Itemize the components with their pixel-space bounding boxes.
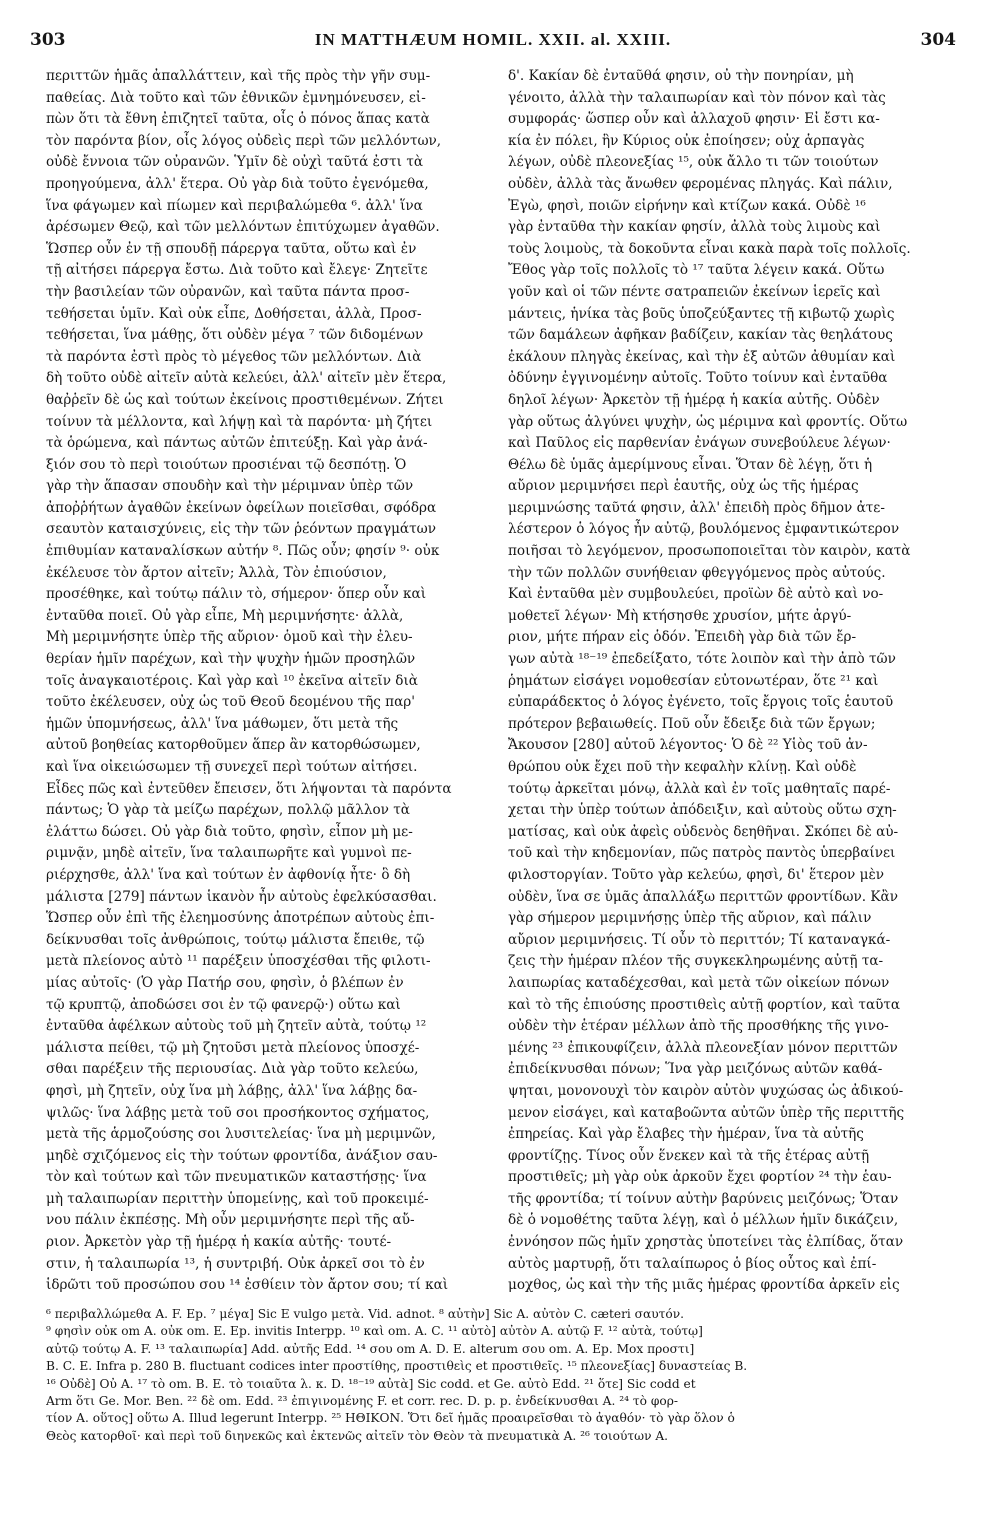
text-line: τοῖς ἀναγκαιοτέροις. Καὶ γὰρ καὶ ¹⁰ ἐκεῖνα αἰτεῖν διὰ xyxy=(46,672,418,689)
text-line: μενον εἰσάγει, καὶ καταβοῶντα αὐτῶν ὑπὲρ τῆς περιττῆς xyxy=(508,1104,905,1121)
text-line: τὴν βασιλείαν τῶν οὐρανῶν, καὶ ταῦτα πάντα προσ- xyxy=(46,283,410,300)
text-line: τῶν δαμάλεων ἀφῆκαν βαδίζειν, κακίαν τὰς θεηλάτους xyxy=(508,327,893,344)
text-line: λέγων, οὐδὲ πλεονεξίας ¹⁵, οὐκ ἄλλο τι τῶν τοιούτων xyxy=(508,154,879,171)
text-line: μηδὲ σχιζόμενος εἰς τὴν τούτων φροντίδα, ἀνάξιον σαυ- xyxy=(46,1147,438,1164)
text-line: ζεις τὴν ἡμέραν πλέον τῆς συγκεκληρωμένης αὐτῇ τα- xyxy=(508,953,884,970)
text-line: Μὴ μεριμνήσητε ὑπὲρ τῆς αὔριον· ὁμοῦ καὶ τὴν ἐλευ- xyxy=(46,629,413,646)
text-line: μετὰ πλείονος αὐτὸ ¹¹ παρέξειν ὑποσχέσθαι τῆς φιλοτι- xyxy=(46,953,431,970)
text-line: Ὥσπερ οὖν ἐπὶ τῆς ἐλεημοσύνης ἀποτρέπων αὐτοὺς ἐπι- xyxy=(46,910,435,927)
text-line: ξιόν σου τὸ περὶ τοιούτων προσιέναι τῷ δεσπότῃ. Ὁ xyxy=(46,456,407,473)
text-line: τεθήσεται, ἵνα μάθῃς, ὅτι οὐδὲν μέγα ⁷ τῶν διδομένων xyxy=(46,327,424,344)
text-line: μάλιστα πείθει, τῷ μὴ ζητοῦσι μετὰ πλείονος ὑποσχέ- xyxy=(46,1039,420,1056)
text-line: φροντίζῃς. Τίνος οὖν ἕνεκεν καὶ τὰ τῆς ἑτέρας αὐτῇ xyxy=(508,1147,870,1164)
text-line: ἐλάττω δώσει. Οὐ γὰρ διὰ τοῦτο, φησὶν, εἶπον μὴ με- xyxy=(46,823,413,840)
text-line: τὸν καὶ τούτων καὶ τῶν πνευματικῶν καταστήσῃς· ἵνα xyxy=(46,1169,427,1186)
text-line: τὰ παρόντα ἐστὶ πρὸς τὸ μέγεθος τῶν μελλόντων. Διὰ xyxy=(46,348,422,365)
text-line: Καὶ ἐνταῦθα μὲν συμβουλεύει, προϊὼν δὲ αὐτὸ καὶ νο- xyxy=(508,586,884,603)
text-line: Ἄκουσον [280] αὐτοῦ λέγοντος· Ὁ δὲ ²² Υἱὸς τοῦ ἀν- xyxy=(508,737,868,754)
text-line: δὴ τοῦτο οὐδὲ αἰτεῖν αὐτὰ κελεύει, ἀλλ' αἰτεῖν μὲν ἕτερα, xyxy=(46,370,447,387)
text-line: ριον. Ἀρκετὸν γὰρ τῇ ἡμέρᾳ ἡ κακία αὐτῆς· τουτέ- xyxy=(46,1234,392,1251)
text-line: μίας αὐτοῖς· (Ὁ γὰρ Πατήρ σου, φησὶν, ὁ βλέπων ἐν xyxy=(46,974,404,991)
footnote-line: τίον A. οὕτος] οὕτω A. Illud legerunt Interpp. ²⁵ ΗΘΙΚΟΝ. Ὅτι δεῖ ἡμᾶς προαιρεῖσθαι τὸ ἀγαθόν· τὸ γὰρ ὅλον ὁ xyxy=(46,1411,735,1426)
text-line: μάλιστα [279] πάντων ἱκανὸν ἦν αὐτοὺς ἐφελκύσασθαι. xyxy=(46,888,437,905)
text-line: θερίαν ἡμῖν παρέχων, καὶ τὴν ψυχὴν ἡμῶν προσηλῶν xyxy=(46,651,416,668)
text-line: γὰρ ἐνταῦθα τὴν κακίαν φησίν, ἀλλὰ τοὺς λιμοὺς καὶ xyxy=(508,219,881,236)
text-line: γων αὐτὰ ¹⁸⁻¹⁹ ἐπεδείξατο, τότε λοιπὸν καὶ τὴν ἀπὸ τῶν xyxy=(508,651,896,668)
text-line: ριέρχησθε, ἀλλ' ἵνα καὶ τούτων ἐν ἀφθονίᾳ ἦτε· ὃ δὴ xyxy=(46,866,411,883)
text-line: τῆς φροντίδα; τί τοίνυν αὐτὴν βαρύνεις μειζόνως; Ὅταν xyxy=(508,1190,899,1207)
text-line: τὸν παρόντα βίον, οἷς λόγος οὐδεὶς περὶ τῶν μελλόντων, xyxy=(46,132,442,149)
text-line: πρότερον βεβαιωθείς. Ποῦ οὖν ἔδειξε διὰ τῶν ἔργων; xyxy=(508,715,876,732)
text-line: οὐδὲ ἔννοια τῶν οὐρανῶν. Ὑμῖν δὲ οὐχὶ ταῦτά ἐστι τὰ xyxy=(46,154,424,171)
page-number-right: 304 xyxy=(920,30,956,50)
text-line: φιλοστοργίαν. Τοῦτο γὰρ κελεύω, φησὶ, δι' ἕτερον μὲν xyxy=(508,866,885,883)
text-line: θαῤῥεῖν δὲ ὡς καὶ τούτων ἐκείνοις προστιθεμένων. Ζήτει xyxy=(46,391,444,408)
text-line: ριμνᾷν, μηδὲ αἰτεῖν, ἵνα ταλαιπωρῆτε καὶ γυμνοὶ πε- xyxy=(46,845,412,862)
left-text-column xyxy=(46,66,476,1292)
text-line: αὔριον μεριμνήσεις. Τί οὖν τὸ περιττόν; Τί καταναγκά- xyxy=(508,931,891,948)
text-line: λέστερον ὁ λόγος ἦν αὐτῷ, βουλόμενος ἐμφαντικώτερον xyxy=(508,521,900,538)
text-line: μεριμνώσης ταῦτά φησιν, ἀλλ' ἐπειδὴ πρὸς δῆμον ἀτε- xyxy=(508,499,885,516)
text-line: ψηται, μονονουχὶ τὸν καιρὸν αὐτὸν ψυχώσας ὡς ἀδικού- xyxy=(508,1082,904,1099)
text-line: Ὥσπερ οὖν ἐν τῇ σπουδῇ πάρεργα ταῦτα, οὕτω καὶ ἐν xyxy=(46,240,417,257)
text-line: παθείας. Διὰ τοῦτο καὶ τῶν ἐθνικῶν ἐμνημόνευσεν, εἰ- xyxy=(46,89,426,106)
text-line: ἐννόησον πῶς ἡμῖν χρηστὰς ὑποτείνει τὰς ἐλπίδας, ὅταν xyxy=(508,1234,904,1251)
text-line: καὶ Παῦλος εἰς παρθενίαν ἐνάγων συνεβούλευε λέγων· xyxy=(508,435,891,452)
text-line: ἐνταῦθα ἀφέλκων αὐτοὺς τοῦ μὴ ζητεῖν αὐτὰ, τούτῳ ¹² xyxy=(46,1018,427,1035)
text-line: τούτῳ ἀρκεῖται μόνῳ, ἀλλὰ καὶ ἐν τοῖς μαθηταῖς παρέ- xyxy=(508,780,891,797)
text-line: τοὺς λοιμοὺς, τὰ δοκοῦντα εἶναι κακὰ παρὰ τοῖς πολλοῖς. xyxy=(508,240,911,257)
text-line: Ἔθος γὰρ τοῖς πολλοῖς τὸ ¹⁷ ταῦτα λέγειν κακά. Οὕτω xyxy=(508,262,885,279)
text-line: χεται τὴν ὑπὲρ τούτων ἀπόδειξιν, καὶ αὐτοὺς οὕτω σχη- xyxy=(508,802,897,819)
text-line: πὼν ὅτι τὰ ἔθνη ἐπιζητεῖ ταῦτα, οἷς ὁ πόνος ἅπας κατὰ xyxy=(46,111,430,128)
footnote-line: αὐτῷ τούτῳ A. F. ¹³ ταλαιπωρία] Add. αὐτῆς Edd. ¹⁴ σου om A. D. E. alterum σου om. A. Ep. Mox προστι] xyxy=(46,1341,695,1356)
footnotes xyxy=(46,1306,956,1445)
text-line: αὐτὸς μαρτυρῇ, ὅτι ταλαίπωρος ὁ βίος οὗτος καὶ ἐπί- xyxy=(508,1255,877,1272)
running-title: IN MATTHÆUM HOMIL. XXII. al. XXIII. xyxy=(314,30,672,49)
text-line: Εἶδες πῶς καὶ ἐντεῦθεν ἔπεισεν, ὅτι λήψονται τὰ παρόντα xyxy=(46,780,452,797)
text-line: ἐπιθυμίαν καταναλίσκων αὐτήν ⁸. Πῶς οὖν; φησίν ⁹· οὐκ xyxy=(46,543,440,560)
footnote-line: Θεὸς κατορθοῖ· καὶ περὶ τοῦ διηνεκῶς καὶ ἐκτενῶς αἰτεῖν τὸν Θεὸν τὰ πνευματικὰ A. ²⁶ τοιούτων A. xyxy=(46,1428,669,1443)
text-line: τὰ ὁρώμενα, καὶ πάντως αὐτῶν ἐπιτεύξῃ. Καὶ γὰρ ἀνά- xyxy=(46,435,428,452)
text-line: μοθετεῖ λέγων· Μὴ κτήσησθε χρυσίον, μήτε ἀργύ- xyxy=(508,607,852,624)
footnote-line: ⁶ περιβαλλώμεθα A. F. Ep. ⁷ μέγα] Sic E vulgo μετὰ. Vid. adnot. ⁸ αὐτὴν] Sic A. αὐτὸν C. cæteri σαυτόν. xyxy=(46,1307,684,1321)
text-line: μένης ²³ ἐπικουφίζειν, ἀλλὰ πλεονεξίαν μόνον περιττῶν xyxy=(508,1039,898,1056)
text-line: ἐκέλευσε τὸν ἄρτον αἰτεῖν; Ἀλλὰ, Τὸν ἐπιούσιον, xyxy=(46,564,387,581)
text-line: ἐκάλουν πληγὰς ἐκείνας, καὶ τὴν ἐξ αὐτῶν ἀθυμίαν καὶ xyxy=(508,348,896,365)
page-number-left: 303 xyxy=(30,30,66,50)
text-line: δ'. Κακίαν δὲ ἐνταῦθά φησιν, οὐ τὴν πονηρίαν, μὴ xyxy=(508,68,854,84)
text-line: περιττῶν ἡμᾶς ἀπαλλάττειν, καὶ τῆς πρὸς τὴν γῆν συμ- xyxy=(46,68,431,84)
text-line: εὐπαράδεκτος ὁ λόγος ἐγένετο, τοῖς ἔργοις τοῖς ἑαυτοῦ xyxy=(508,694,894,711)
text-line: ὀδύνην ἐγγινομένην αὐτοῖς. Τοῦτο τοίνυν καὶ ἐνταῦθα xyxy=(508,370,888,387)
text-line: τοίνυν τὰ μέλλοντα, καὶ λήψῃ καὶ τὰ παρόντα· μὴ ζήτει xyxy=(46,413,433,430)
text-line: ἐπιδείκνυσθαι πόνων; Ἵνα γὰρ μειζόνως αὐτῶν καθά- xyxy=(508,1061,883,1078)
text-line: ἀποῤῥήτων ἀγαθῶν ἐκείνων ὀφείλων ποιεῖσθαι, σφόδρα xyxy=(46,499,437,516)
text-line: ῥημάτων εἰσάγει νομοθεσίαν εὐτονωτέραν, ὅτε ²¹ καὶ xyxy=(508,672,879,689)
text-line: πάντως; Ὁ γὰρ τὰ μείζω παρέχων, πολλῷ μᾶλλον τὰ xyxy=(46,802,410,819)
text-line: γὰρ οὕτως ἀλγύνει ψυχὴν, ὡς μέριμνα καὶ φροντίς. Οὕτω xyxy=(508,413,908,430)
footnote-line: B. C. E. Infra p. 280 B. fluctuant codices inter προστίθης, προστιθεὶς et προστιθεῖς. ¹⁵ πλεονεξίας] δυναστείας B. xyxy=(46,1359,748,1374)
text-line: τὴν τῶν πολλῶν συνήθειαν φθεγγόμενος πρὸς αὐτούς. xyxy=(508,564,886,581)
text-line: μοχθος, ὡς καὶ τὴν τῆς μιᾶς ἡμέρας φροντίδα ἀρκεῖν εἰς xyxy=(508,1277,900,1292)
text-line: ἀρέσωμεν Θεῷ, καὶ τῶν μελλόντων ἐπιτύχωμεν ἀγαθῶν. xyxy=(46,219,440,236)
footnote-line: ⁹ φησὶν οὐκ om A. οὐκ om. E. Ep. invitis Interpp. ¹⁰ καὶ om. A. C. ¹¹ αὐτὸ] αὐτὸν A. αὐτῷ F. ¹² αὐτὰ, τούτῳ] xyxy=(46,1324,703,1339)
text-line: φησὶ, μὴ ζητεῖν, οὐχ ἵνα μὴ λάβῃς, ἀλλ' ἵνα λάβῃς δα- xyxy=(46,1082,418,1099)
text-line: μὴ ταλαιπωρίαν περιττὴν ὑπομείνῃς, καὶ τοῦ προκειμέ- xyxy=(46,1190,429,1207)
text-line: σεαυτὸν καταισχύνεις, εἰς τὴν τῶν ῥεόντων πραγμάτων xyxy=(46,521,436,538)
text-line: συμφοράς· ὥσπερ οὖν καὶ ἀλλαχοῦ φησιν· Εἰ ἔστι κα- xyxy=(508,111,880,128)
footnote-line: ¹⁶ Οὐδὲ] Οὐ A. ¹⁷ τὸ om. B. E. τὸ τοιαῦτα λ. κ. D. ¹⁸⁻¹⁹ αὐτὰ] Sic codd. et Ge. αὐτὸ Edd. ²¹ ὅτε] Sic codd et xyxy=(46,1376,696,1391)
text-line: κία ἐν πόλει, ἣν Κύριος οὐκ ἐποίησεν; οὐχ ἁρπαγὰς xyxy=(508,132,865,149)
running-header xyxy=(30,30,956,58)
text-line: ἱδρῶτι τοῦ προσώπου σου ¹⁴ ἐσθίειν τὸν ἄρτον σου; τί καὶ xyxy=(46,1277,449,1292)
text-line: δείκνυσθαι τοῖς ἀνθρώποις, τούτῳ μάλιστα ἔπειθε, τῷ xyxy=(46,931,425,948)
text-line: γένοιτο, ἀλλὰ τὴν ταλαιπωρίαν καὶ τὸν πόνον καὶ τὰς xyxy=(508,89,886,106)
text-line: Ἐγὼ, φησὶ, ποιῶν εἰρήνην καὶ κτίζων κακά. Οὐδὲ ¹⁶ xyxy=(508,197,866,214)
text-line: μάντεις, ἡνίκα τὰς βοῦς ὑποζεύξαντες τῇ κιβωτῷ χωρὶς xyxy=(508,305,895,322)
text-line: τεθήσεται ὑμῖν. Καὶ οὐκ εἶπε, Δοθήσεται, ἀλλὰ, Προσ- xyxy=(46,305,422,322)
text-line: γὰρ τὴν ἅπασαν σπουδὴν καὶ τὴν μέριμναν ὑπὲρ τῶν xyxy=(46,478,414,495)
text-line: αὔριον μεριμνήσει περὶ ἑαυτῆς, οὐχ ὡς τῆς ἡμέρας xyxy=(508,478,859,495)
text-line: ματίσας, καὶ οὐκ ἀφεὶς οὐδενὸς δεηθῆναι. Σκόπει δὲ αὐ- xyxy=(508,823,899,840)
text-line: νου πάλιν ἐκπέσῃς. Μὴ οὖν μεριμνήσητε περὶ τῆς αὔ- xyxy=(46,1212,415,1229)
text-line: καὶ ἵνα οἰκειώσωμεν τῇ συνεχεῖ περὶ τούτων αἰτήσει. xyxy=(46,759,418,775)
text-line: οὐδὲν τὴν ἑτέραν μέλλων ἀπὸ τῆς προσθήκης τῆς γινο- xyxy=(508,1018,889,1035)
right-text-column xyxy=(508,66,956,1292)
text-line: ἐπηρείας. Καὶ γὰρ ἔλαβες τὴν ἡμέραν, ἵνα τὰ αὐτῆς xyxy=(508,1126,864,1143)
text-line: τῷ κρυπτῷ, ἀποδώσει σοι ἐν τῷ φανερῷ·) οὕτω καὶ xyxy=(46,996,401,1013)
text-line: προηγούμενα, ἀλλ' ἕτερα. Οὐ γὰρ διὰ τοῦτο ἐγενόμεθα, xyxy=(46,175,429,192)
footnote-line: Arm ὅτι Ge. Mor. Ben. ²² δὲ om. Edd. ²³ ἐπιγινομένης F. et corr. rec. D. p. p. ἐνδείκνυσθαι A. ²⁴ τὸ φορ- xyxy=(46,1393,678,1408)
text-line: μετὰ τῆς ἁρμοζούσης σοι λυσιτελείας· ἵνα μὴ μεριμνῶν, xyxy=(46,1126,436,1143)
text-line: ποιῆσαι τὸ λεγόμενον, προσωποποιεῖται τὸν καιρὸν, κατὰ xyxy=(508,543,911,560)
text-line: τοῦτο ἐκέλευσεν, οὐχ ὡς τοῦ Θεοῦ δεομένου τῆς παρ' xyxy=(46,694,416,711)
text-line: λαιπωρίας καταδέχεσθαι, καὶ μετὰ τῶν οἰκείων πόνων xyxy=(508,974,890,991)
text-line: προσέθηκε, καὶ τούτῳ πάλιν τὸ, σήμερον· ὅπερ οὖν καὶ xyxy=(46,586,427,603)
text-line: οὐδὲν, ἀλλὰ τὰς ἄνωθεν φερομένας πληγάς. Καὶ πάλιν, xyxy=(508,175,893,192)
text-line: αὐτοῦ βοηθείας κατορθοῦμεν ἅπερ ἂν κατορθώσωμεν, xyxy=(46,737,421,754)
text-line: ἡμῶν ὑπομνήσεως, ἀλλ' ἵνα μάθωμεν, ὅτι μετὰ τῆς xyxy=(46,715,399,732)
text-line: σθαι παρέξειν τῆς περιουσίας. Διὰ γὰρ τοῦτο κελεύω, xyxy=(46,1061,419,1078)
text-line: ριον, μήτε πήραν εἰς ὁδόν. Ἐπειδὴ γὰρ διὰ τῶν ἔρ- xyxy=(508,629,857,646)
text-line: Θέλω δὲ ὑμᾶς ἀμερίμνους εἶναι. Ὅταν δὲ λέγῃ, ὅτι ἡ xyxy=(508,456,873,473)
text-line: θρώπου οὐκ ἔχει ποῦ τὴν κεφαλὴν κλίνῃ. Καὶ οὐδὲ xyxy=(508,759,857,775)
text-line: γοῦν καὶ οἱ τῶν πέντε σατραπειῶν ἐκείνων ἱερεῖς καὶ xyxy=(508,283,881,300)
text-line: δὲ ὁ νομοθέτης ταῦτα λέγῃ, καὶ ὁ μέλλων ἡμῖν δικάζειν, xyxy=(508,1212,899,1229)
text-line: ἐνταῦθα ποιεῖ. Οὐ γὰρ εἶπε, Μὴ μεριμνήσητε· ἀλλὰ, xyxy=(46,607,404,624)
text-line: προστιθεῖς; μὴ γὰρ οὐκ ἀρκοῦν ἔχει φορτίον ²⁴ τὴν ἑαυ- xyxy=(508,1169,892,1186)
text-line: δηλοῖ λέγων· Ἀρκετὸν τῇ ἡμέρᾳ ἡ κακία αὐτῆς. Οὐδὲν xyxy=(508,391,880,408)
text-line: τῇ αἰτήσει πάρεργα ἔστω. Διὰ τοῦτο καὶ ἔλεγε· Ζητεῖτε xyxy=(46,262,428,279)
text-line: οὐδὲν, ἵνα σε ὑμᾶς ἀπαλλάξω περιττῶν φροντίδων. Κἂν xyxy=(508,888,898,905)
text-line: τοῦ καὶ τὴν κηδεμονίαν, πῶς πατρὸς παντὸς ὑπερβαίνει xyxy=(508,845,896,862)
text-line: στιν, ἡ ταλαιπωρία ¹³, ἡ συντριβή. Οὐκ ἀρκεῖ σοι τὸ ἐν xyxy=(46,1255,425,1272)
text-line: γὰρ σήμερον μεριμνήσῃς ὑπὲρ τῆς αὔριον, καὶ πάλιν xyxy=(508,910,872,927)
text-line: ἵνα φάγωμεν καὶ πίωμεν καὶ περιβαλώμεθα ⁶. ἀλλ' ἵνα xyxy=(46,197,423,214)
text-line: ψιλῶς· ἵνα λάβῃς μετὰ τοῦ σοι προσήκοντος σχήματος, xyxy=(46,1104,430,1121)
text-line: καὶ τὸ τῆς ἐπιούσης προστιθεὶς αὐτῇ φορτίον, καὶ ταῦτα xyxy=(508,996,901,1013)
